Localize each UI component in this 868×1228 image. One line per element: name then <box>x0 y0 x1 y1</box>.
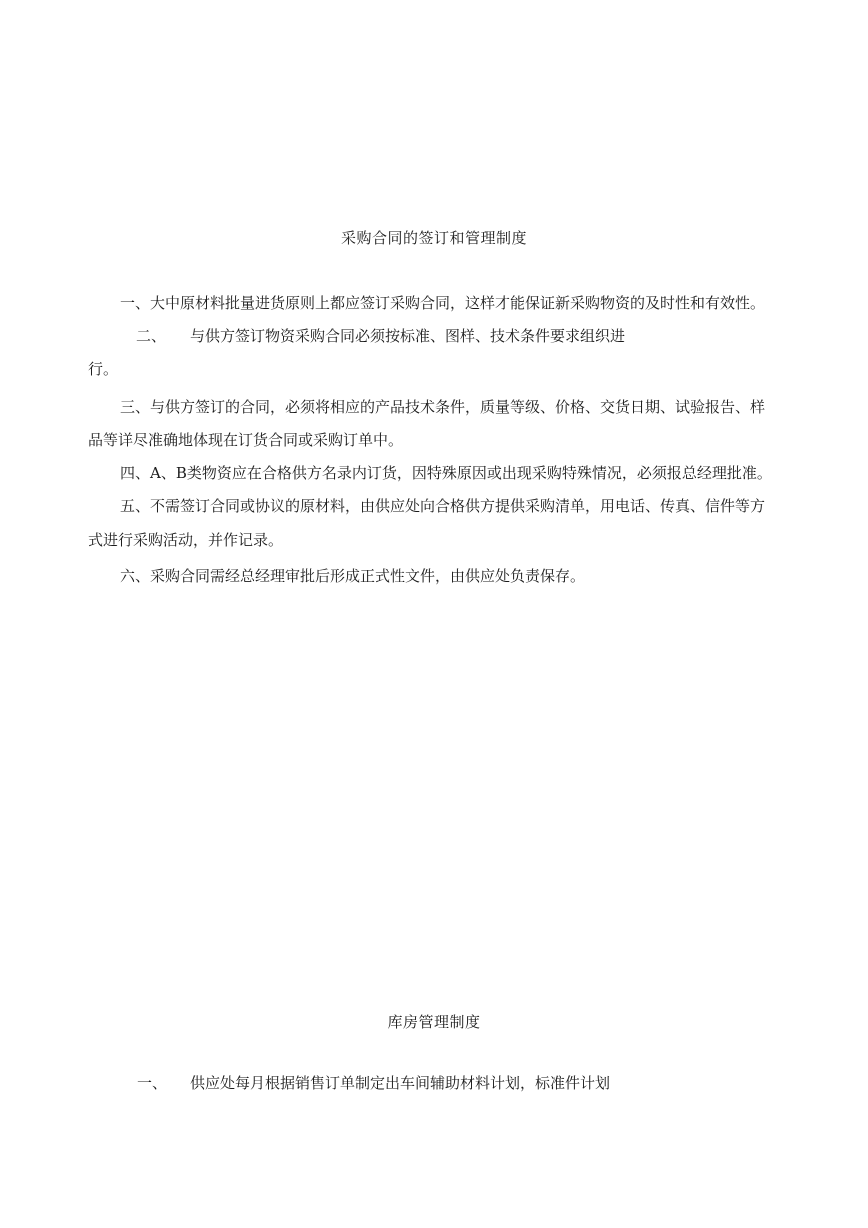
clause-number: 二、 <box>136 327 167 345</box>
clause-2-number <box>136 326 166 346</box>
clause-1: 一、大中原材料批量进货原则上都应签订采购合同，这样才能保证新采购物资的及时性和有效性。 <box>120 294 766 312</box>
clause-3-line-2: 品等详尽准确地体现在订货合同或采购订单中。 <box>88 431 404 449</box>
clause-4: 四、A、B类物资应在合格供方名录内订货，因特殊原因或出现采购特殊情况，必须报总经理批准。 <box>120 464 772 482</box>
clause-5-line-2: 式进行采购活动，并作记录。 <box>88 531 284 549</box>
clause-6: 六、采购合同需经总经理审批后形成正式性文件，由供应处负责保存。 <box>120 567 586 585</box>
clause-2: 与供方签订物资采购合同必须按标准、图样、技术条件要求组织进 <box>190 327 626 345</box>
section-title-purchase-contract: 采购合同的签订和管理制度 <box>340 229 527 247</box>
clause-2-continuation: 行。 <box>88 360 119 378</box>
clause-number: 一、 <box>137 1074 168 1092</box>
warehouse-clause-1-number <box>137 1073 167 1093</box>
clause-5-line-1: 五、不需签订合同或协议的原材料，由供应处向合格供方提供采购清单，用电话、传真、信件等方 <box>120 497 766 515</box>
section-title-warehouse: 库房管理制度 <box>387 1013 481 1031</box>
clause-3-line-1: 三、与供方签订的合同，必须将相应的产品技术条件，质量等级、价格、交货日期、试验报告、样 <box>120 398 766 416</box>
warehouse-clause-1: 供应处每月根据销售订单制定出车间辅助材料计划，标准件计划 <box>190 1074 611 1092</box>
